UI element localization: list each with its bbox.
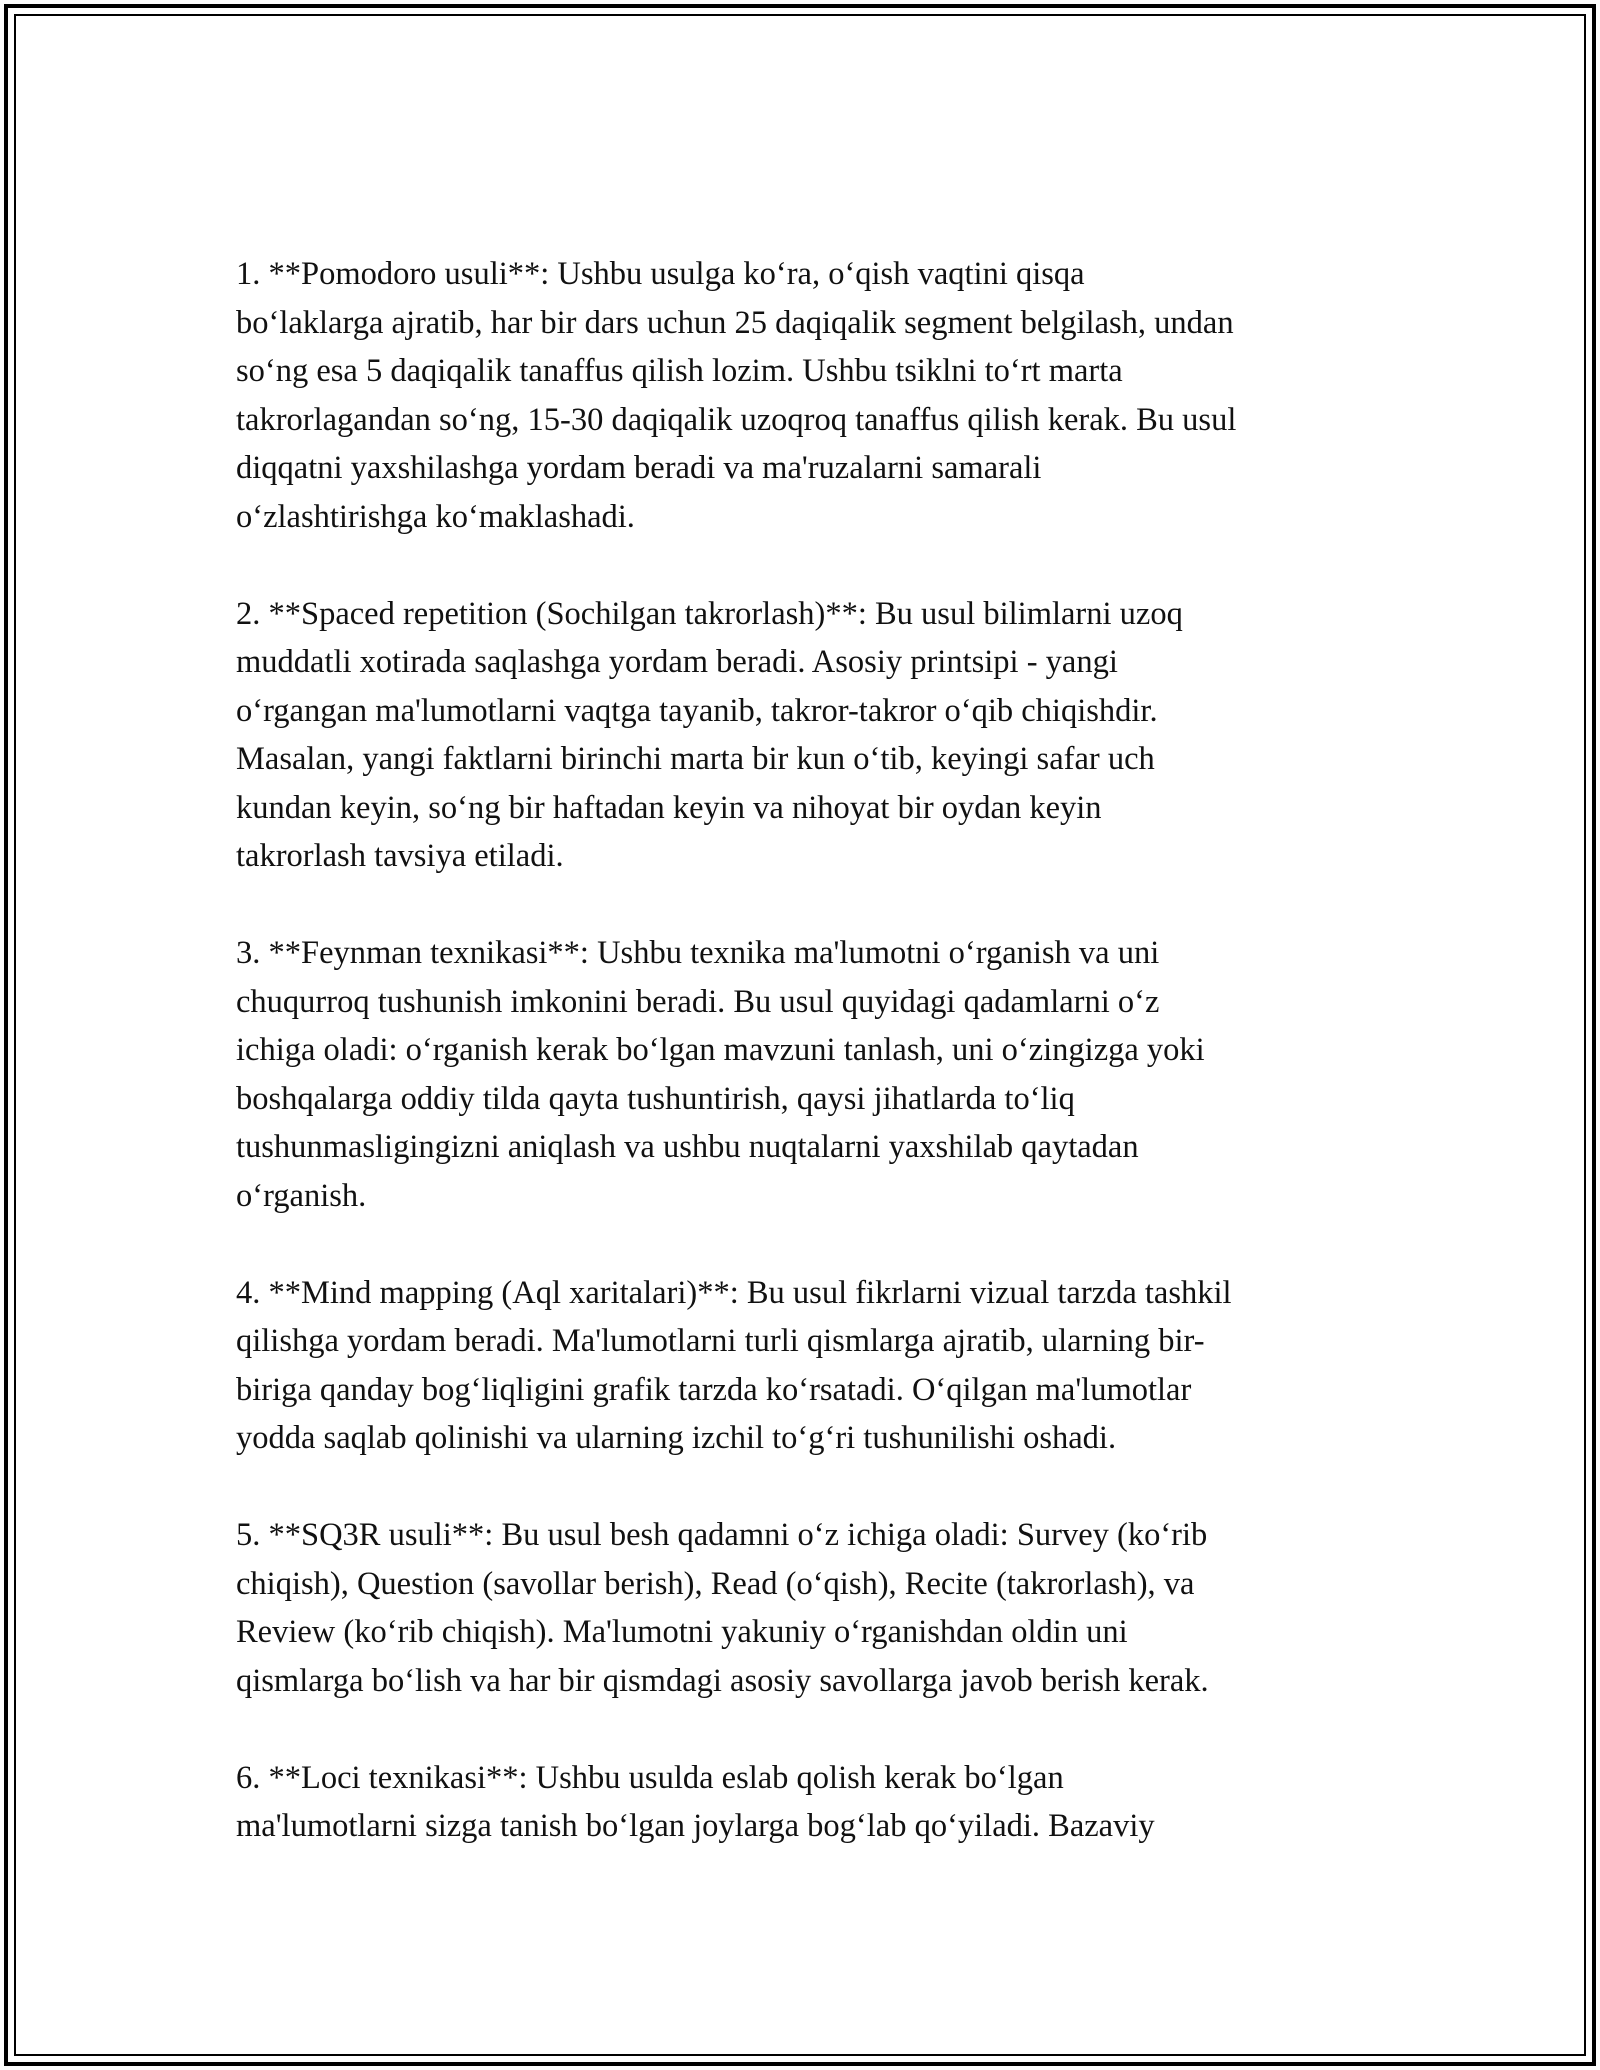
paragraph-spaced-repetition: 2. **Spaced repetition (Sochilgan takrorlash)**: Bu usul bilimlarni uzoq muddatli xotirada saqlashga yordam beradi. Asosiy printsipi - yangi o‘rgangan ma'lumotlarni vaqtga tayanib, takror-takror o‘qib chiqishdir. Masalan, yangi faktlarni birinchi marta bir kun o‘tib, keyingi safar uch kundan keyin, so‘ng bir haftadan keyin va nihoyat bir oydan keyin takrorlash tavsiya etiladi. (236, 595, 1183, 874)
paragraph-loci: 6. **Loci texnikasi**: Ushbu usulda eslab qolish kerak bo‘lgan ma'lumotlarni sizga tanish bo‘lgan joylarga bog‘lab qo‘yiladi. Bazaviy (236, 1759, 1155, 1844)
document-body (236, 250, 1366, 1899)
paragraph-sq3r: 5. **SQ3R usuli**: Bu usul besh qadamni o‘z ichiga oladi: Survey (ko‘rib chiqish), Question (savollar berish), Read (o‘qish), Recite (takrorlash), va Review (ko‘rib chiqish). Ma'lumotni yakuniy o‘rganishdan oldin uni qismlarga bo‘lish va har bir qismdagi asosiy savollarga javob berish kerak. (236, 1517, 1209, 1699)
paragraph-pomodoro: 1. **Pomodoro usuli**: Ushbu usulga ko‘ra, o‘qish vaqtini qisqa bo‘laklarga ajratib, har bir dars uchun 25 daqiqalik segment belgilash, undan so‘ng esa 5 daqiqalik tanaffus qilish lozim. Ushbu tsiklni to‘rt marta takrorlagandan so‘ng, 15-30 daqiqalik uzoqroq tanaffus qilish kerak. Bu usul diqqatni yaxshilashga yordam beradi va ma'ruzalarni samarali o‘zlashtirishga ko‘maklashadi. (236, 256, 1237, 535)
paragraph-feynman: 3. **Feynman texnikasi**: Ushbu texnika ma'lumotni o‘rganish va uni chuqurroq tushunish imkonini beradi. Bu usul quyidagi qadamlarni o‘z ichiga oladi: o‘rganish kerak bo‘lgan mavzuni tanlash, uni o‘zingizga yoki boshqalarga oddiy tilda qayta tushuntirish, qaysi jihatlarda to‘liq tushunmasligingizni aniqlash va ushbu nuqtalarni yaxshilab qaytadan o‘rganish. (236, 935, 1205, 1214)
paragraph-mind-mapping: 4. **Mind mapping (Aql xaritalari)**: Bu usul fikrlarni vizual tarzda tashkil qilishga yordam beradi. Ma'lumotlarni turli qismlarga ajratib, ularning bir- biriga qanday bog‘liqligini grafik tarzda ko‘rsatadi. O‘qilgan ma'lumotlar yodda saqlab qolinishi va ularning izchil to‘g‘ri tushunilishi oshadi. (236, 1274, 1232, 1456)
